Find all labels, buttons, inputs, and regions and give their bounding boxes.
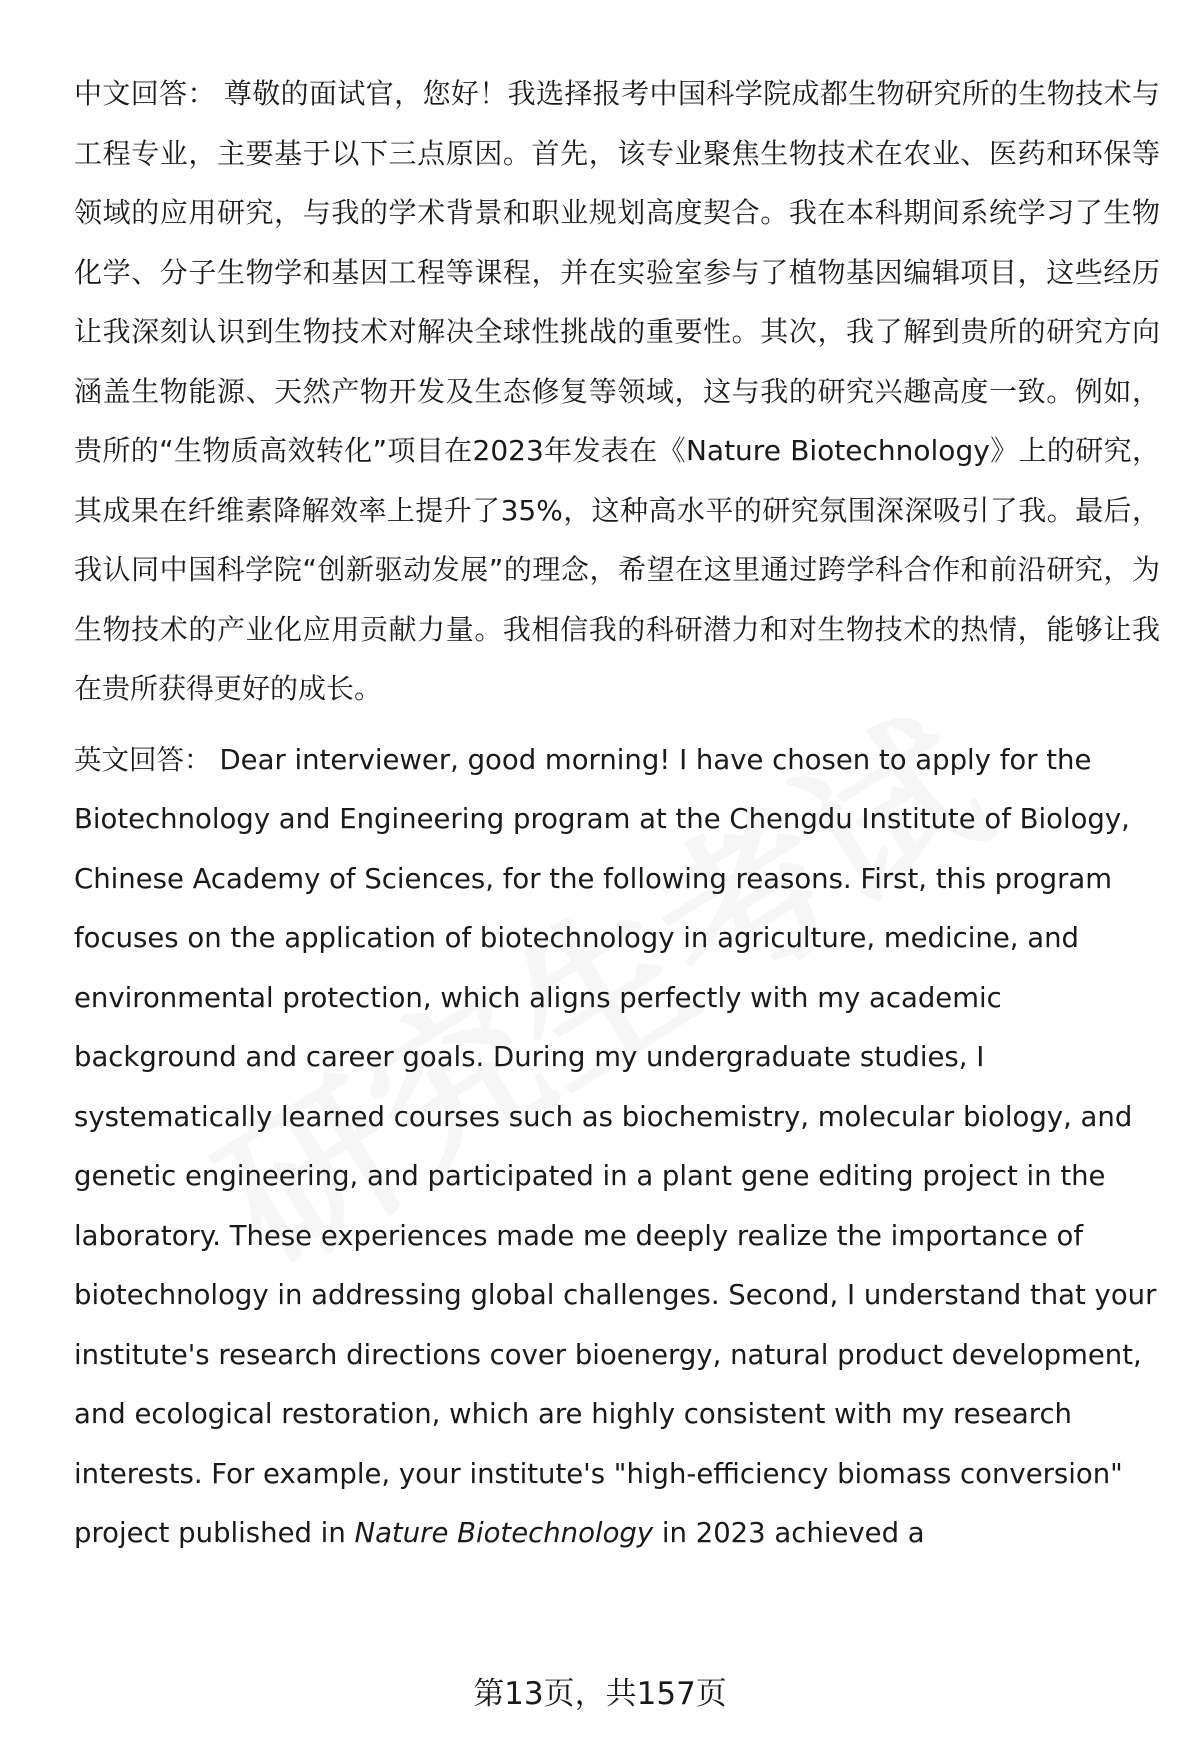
journal-title: Nature Biotechnology: [354, 1517, 654, 1549]
english-answer-paragraph: [74, 731, 1160, 1564]
english-answer-text: Dear interviewer, good morning! I have chosen to apply for the Biotechnology and Engineering program at the Chengdu Institute of Biology, Chinese Academy of Sciences, for the following reasons. First, this program focuses on the application of biotechnology in agriculture, medicine, and environmental protection, which aligns perfectly with my academic background and career goals. During my undergraduate studies, I systematically learned courses such as biochemistry, molecular biology, and genetic engineering, and participated in a plant gene editing project in the laboratory. These experiences made me deeply realize the importance of biotechnology in addressing global challenges. Second, I understand that your institute's research directions cover bioenergy, natural product development, and ecological restoration, which are highly consistent with my research interests. For example, your institute's "high-efficiency biomass conversion" project published in: [74, 743, 1157, 1549]
page-number-footer: 第13页，共157页: [473, 1676, 727, 1712]
english-answer-label: 英文回答：: [74, 743, 212, 776]
chinese-answer-paragraph: [74, 64, 1160, 719]
chinese-answer-label: 中文回答：: [74, 77, 216, 110]
english-answer-text-continued: in 2023 achieved a: [653, 1517, 925, 1549]
chinese-answer-text: 尊敬的面试官，您好！我选择报考中国科学院成都生物研究所的生物技术与工程专业，主要基于以下三点原因。首先，该专业聚焦生物技术在农业、医药和环保等领域的应用研究，与我的学术背景和职业规划高度契合。我在本科期间系统学习了生物化学、分子生物学和基因工程等课程，并在实验室参与了植物基因编辑项目，这些经历让我深刻认识到生物技术对解决全球性挑战的重要性。其次，我了解到贵所的研究方向涵盖生物能源、天然产物开发及生态修复等领域，这与我的研究兴趣高度一致。例如，贵所的“生物质高效转化”项目在2023年发表在《Nature Biotechnology》上的研究，其成果在纤维素降解效率上提升了35%，这种高水平的研究氛围深深吸引了我。最后，我认同中国科学院“创新驱动发展”的理念，希望在这里通过跨学科合作和前沿研究，为生物技术的产业化应用贡献力量。我相信我的科研潜力和对生物技术的热情，能够让我在贵所获得更好的成长。: [74, 77, 1160, 705]
document-body: [74, 64, 1160, 1564]
